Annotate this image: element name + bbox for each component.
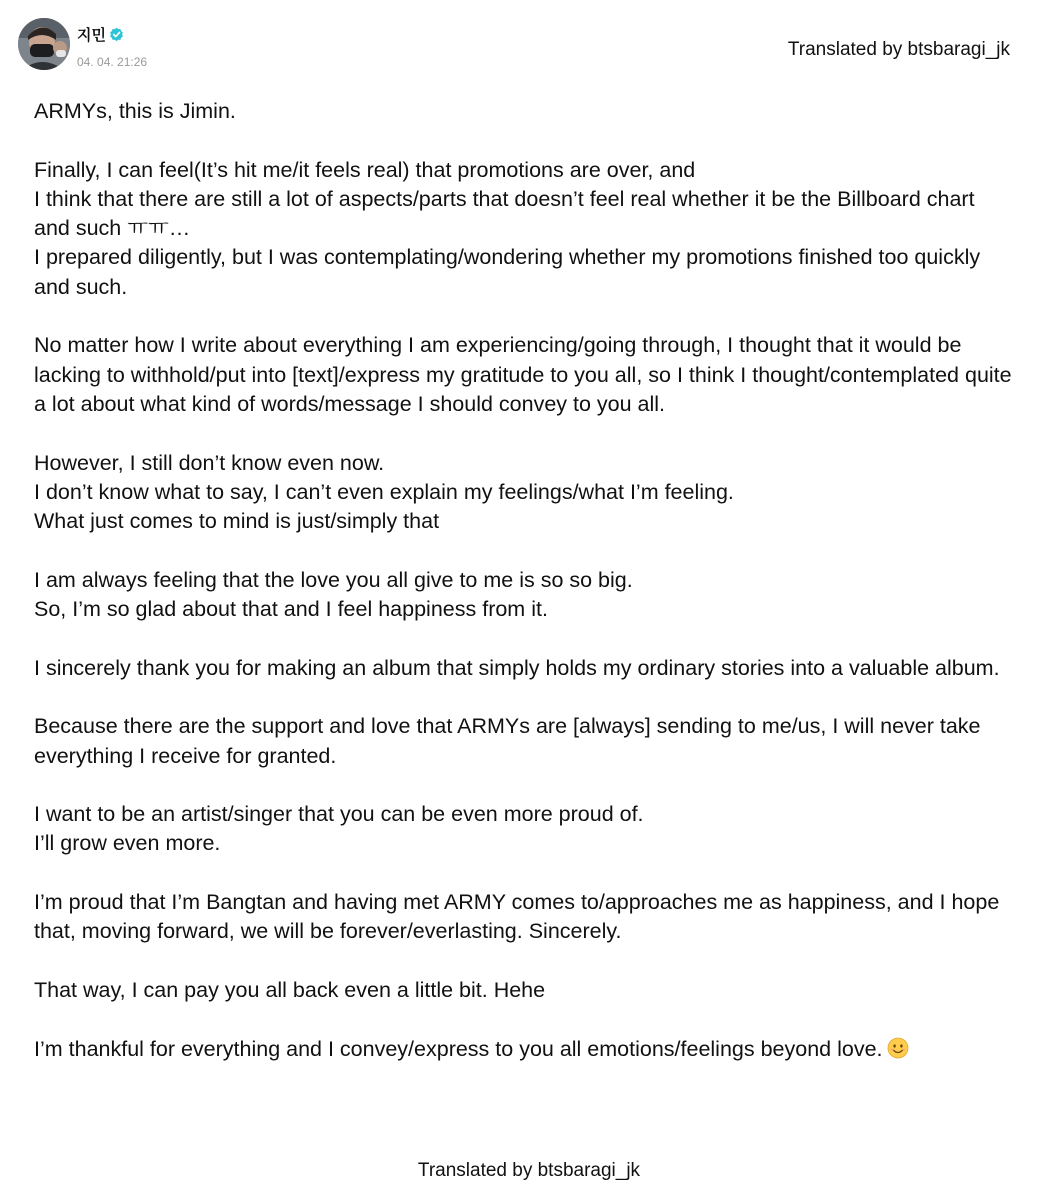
text-line: I want to be an artist/singer that you can be even more proud of. xyxy=(34,802,644,827)
text-line: No matter how I write about everything I am experiencing/going through, I thought that it would be lacking to withhold/put into [text]/express my gratitude to you all, so I think I thought/contemplated quite a lot about what kind of words/message I should convey to you all. xyxy=(34,333,1012,416)
paragraph xyxy=(34,712,1014,771)
text-line: What just comes to mind is just/simply that xyxy=(34,509,440,534)
translation-credit-top: Translated by btsbaragi_jk xyxy=(787,39,1010,60)
text-line: I sincerely thank you for making an album that simply holds my ordinary stories into a valuable album. xyxy=(34,655,1000,680)
smiling-face-icon xyxy=(887,1037,909,1059)
text-line: That way, I can pay you all back even a little bit. Hehe xyxy=(34,977,546,1002)
avatar[interactable] xyxy=(18,18,70,70)
paragraph xyxy=(34,800,1014,859)
verified-badge-icon xyxy=(109,27,124,42)
text-line: I prepared diligently, but I was contemplating/wondering whether my promotions finished too quickly and such. xyxy=(34,245,981,299)
avatar-photo-icon xyxy=(18,18,70,70)
text-line: Because there are the support and love that ARMYs are [always] sending to me/us, I will never take everything I receive for granted. xyxy=(34,714,981,768)
text-line: So, I’m so glad about that and I feel happiness from it. xyxy=(34,597,548,622)
post-timestamp: 04. 04. 21:26 xyxy=(77,55,148,69)
text-line: I am always feeling that the love you all give to me is so so big. xyxy=(34,567,633,592)
paragraph xyxy=(34,331,1014,419)
text-line: I’m proud that I’m Bangtan and having met ARMY comes to/approaches me as happiness, and I hope that, moving forward, we will be forever/everlasting. Sincerely. xyxy=(34,890,1000,944)
text-line: Finally, I can feel(It’s hit me/it feels real) that promotions are over, and xyxy=(34,157,696,182)
post-body xyxy=(34,97,1014,1064)
author-name[interactable]: 지민 xyxy=(77,27,106,44)
paragraph xyxy=(34,976,1014,1005)
text-line: However, I still don’t know even now. xyxy=(34,450,385,475)
text-line: I think that there are still a lot of aspects/parts that doesn’t feel real whether it be the Billboard chart and such ㅠㅠ… xyxy=(34,186,975,241)
paragraph xyxy=(34,449,1014,537)
text-line: I’ll grow even more. xyxy=(34,831,221,856)
translation-credit-bottom: Translated by btsbaragi_jk xyxy=(417,1160,641,1181)
paragraph xyxy=(34,97,1014,126)
paragraph xyxy=(34,156,1014,302)
author-name-row xyxy=(77,24,124,45)
paragraph xyxy=(34,654,1014,683)
paragraph xyxy=(34,566,1014,625)
paragraph xyxy=(34,1035,1014,1064)
paragraph xyxy=(34,888,1014,947)
text-line: I’m thankful for everything and I convey/express to you all emotions/feelings beyond love. xyxy=(34,1036,883,1061)
text-line: I don’t know what to say, I can’t even explain my feelings/what I’m feeling. xyxy=(34,479,734,504)
text-line: ARMYs, this is Jimin. xyxy=(34,99,236,123)
